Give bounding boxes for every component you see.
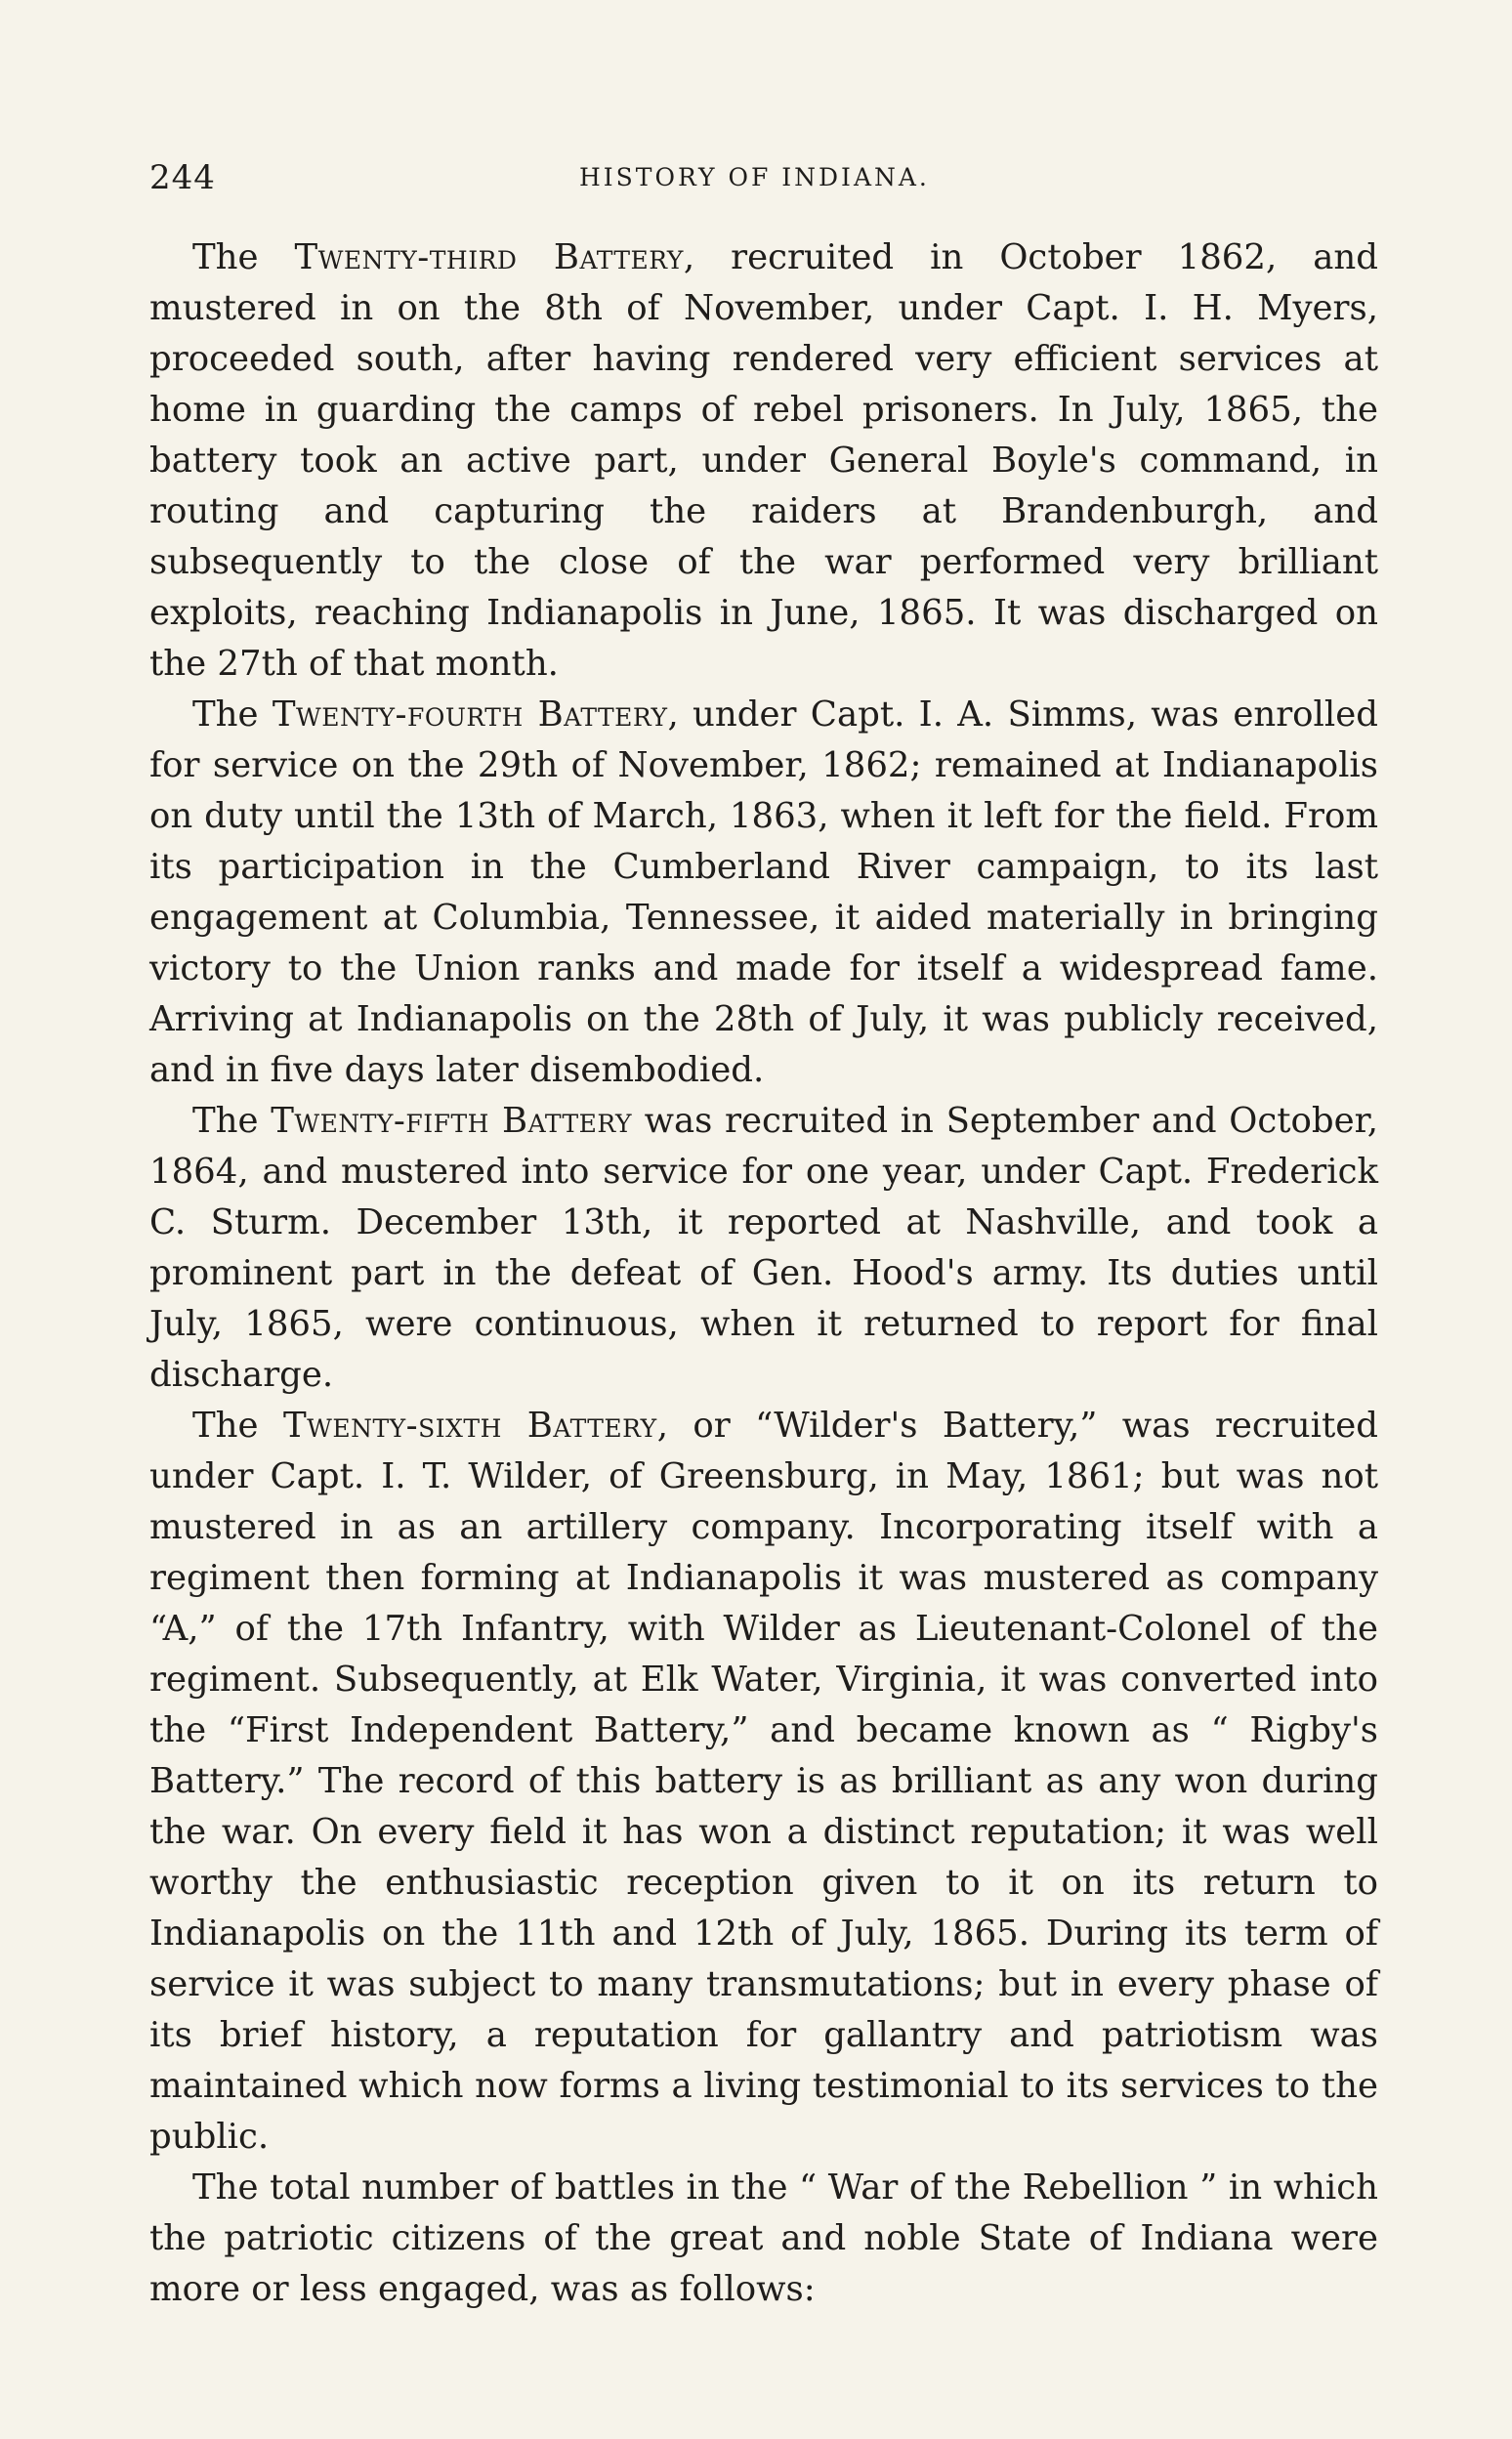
paragraph-text: , under Capt. I. A. Simms, was enrolled for service on the 29th of November, 1862; remained at Indianapolis on duty until the 13th of March, 1863, when it left for the field. From its participation in the Cumberland River campaign, to its last engagement at Columbia, Tennessee, it aided materially in bringing victory to the Union ranks and made for itself a widespread fame. Arriving at Indianapolis on the 28th of July, it was publicly received, and in five days later disembodied. — [149, 694, 1378, 1090]
paragraph-lead: The — [192, 1406, 283, 1446]
paragraph-text: , or “Wilder's Battery,” was recruited under Capt. I. T. Wilder, of Greensburg, in May, 1861; but was not mustered in as an artillery company. Incorporating itself with a regiment then forming at Indianapolis it was mustered as company “A,” of the 17th Infantry, with Wilder as Lieutenant-Colonel of the regiment. Subsequently, at Elk Water, Virginia, it was converted into the “First Independent Battery,” and became known as “ Rigby's Battery.” The record of this battery is as brilliant as any won during the war. On every field it has won a distinct reputation; it was well worthy the enthusiastic reception given to it on its return to Indianapolis on the 11th and 12th of July, 1865. During its term of service it was subject to many transmutations; but in every phase of its brief history, a reputation for gallantry and patriotism was maintained which now forms a living testimonial to its services to the public. — [149, 1406, 1378, 2157]
paragraph-lead: The — [192, 237, 295, 277]
page-number: 244 — [149, 158, 216, 197]
battery-heading: Twenty-fifth Battery — [271, 1101, 632, 1141]
paragraph-lead: The — [192, 1101, 272, 1141]
paragraph-twenty-fourth-battery — [149, 690, 1378, 1096]
running-head — [149, 156, 1378, 199]
paragraph-text: The total number of battles in the “ War of the Rebellion ” in which the patriotic citizens of the great and noble State of Indiana were more or less engaged, was as follows: — [149, 2167, 1378, 2309]
paragraph-twenty-sixth-battery — [149, 1401, 1378, 2163]
paragraph-text: was recruited in September and October, 1864, and mustered into service for one year, under Capt. Frederick C. Sturm. December 13th, it reported at Nashville, and took a prominent part in the defeat of Gen. Hood's army. Its duties until July, 1865, were continuous, when it returned to report for final discharge. — [149, 1101, 1379, 1395]
battery-heading: Twenty-third Battery — [294, 237, 684, 277]
paragraph-lead: The — [192, 694, 273, 735]
paragraph-twenty-third-battery — [149, 232, 1378, 690]
paragraph-total-battles — [149, 2163, 1378, 2315]
battery-heading: Twenty-fourth Battery — [272, 694, 668, 735]
body-text — [149, 232, 1378, 2315]
paragraph-twenty-fifth-battery — [149, 1096, 1378, 1401]
battery-heading: Twenty-sixth Battery — [282, 1406, 657, 1446]
running-title: HISTORY OF INDIANA. — [579, 163, 930, 191]
paragraph-text: , recruited in October 1862, and mustered in on the 8th of November, under Capt. I. H. Myers, proceeded south, after having rendered very efficient services at home in guarding the camps of rebel prisoners. In July, 1865, the battery took an active part, under General Boyle's command, in routing and capturing the raiders at Brandenburgh, and subsequently to the close of the war performed very brilliant exploits, reaching Indianapolis in June, 1865. It was discharged on the 27th of that month. — [149, 237, 1379, 684]
